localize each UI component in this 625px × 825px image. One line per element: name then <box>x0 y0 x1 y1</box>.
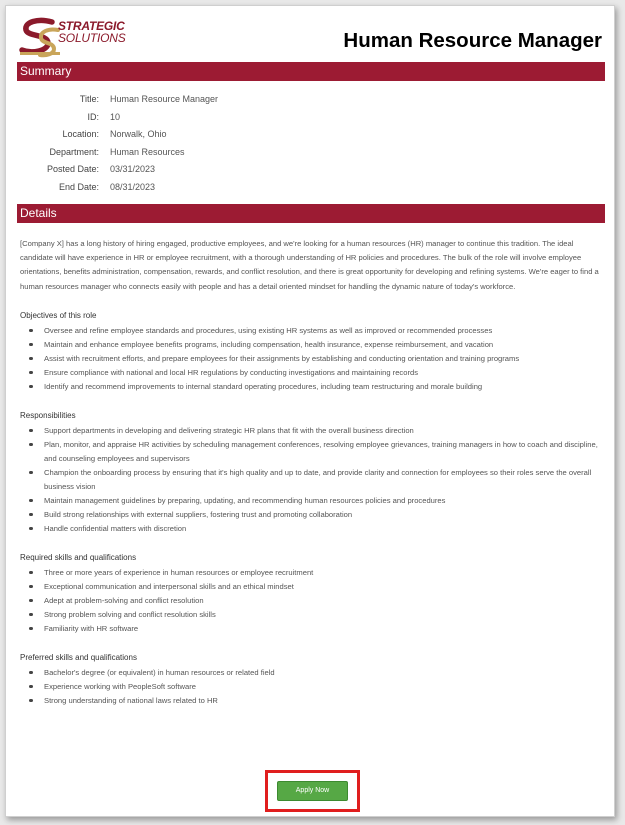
list-item: Adept at problem-solving and conflict resolution <box>20 594 604 608</box>
bullet-list <box>20 424 604 536</box>
logo-text <box>58 20 133 44</box>
bullet-list <box>20 324 604 394</box>
logo-mark-icon <box>18 16 62 60</box>
list-item: Build strong relationships with external suppliers, fostering trust and promoting collaboration <box>20 508 604 522</box>
summary-label: ID: <box>87 111 99 122</box>
list-item: Strong understanding of national laws related to HR <box>20 694 604 708</box>
summary-label: Posted Date: <box>46 164 99 174</box>
summary-value: Human Resource Manager <box>110 94 219 104</box>
summary-row <box>17 161 605 179</box>
job-posting-page <box>5 5 615 817</box>
list-item: Exceptional communication and interpersonal skills and an ethical mindset <box>20 580 604 594</box>
summary-row <box>17 126 605 144</box>
list-item: Familiarity with HR software <box>20 622 604 636</box>
details-subheading: Responsibilities <box>20 410 76 420</box>
list-item: Ensure compliance with national and local HR regulations by conducting investigations and maintaining records <box>20 366 604 380</box>
summary-row <box>17 91 605 109</box>
bullet-list <box>20 666 604 708</box>
details-body <box>20 237 604 708</box>
summary-label: End Date: <box>58 181 99 192</box>
list-item: Three or more years of experience in human resources or employee recruitment <box>20 566 604 580</box>
summary-row <box>17 144 605 162</box>
details-subheading: Preferred skills and qualifications <box>20 652 137 662</box>
list-item: Champion the onboarding process by ensuring that it's high quality and up to date, and provide clarity and connection for employees so their roles serve the overall business vision <box>20 466 604 494</box>
header <box>16 14 606 66</box>
summary-row <box>17 179 605 197</box>
list-item: Oversee and refine employee standards and procedures, using existing HR systems as well as improved or recommended processes <box>20 324 604 338</box>
summary-value: Norwalk, Ohio <box>110 129 167 139</box>
list-item: Handle confidential matters with discretion <box>20 522 604 536</box>
list-item: Plan, monitor, and appraise HR activities by scheduling management conferences, resolving employee grievances, training managers in how to coach and discipline, and counseling employees and supervisors <box>20 438 604 466</box>
apply-now-button[interactable]: Apply Now <box>277 781 348 801</box>
list-item: Assist with recruitment efforts, and prepare employees for their assignments by establishing and conducting orientation and training programs <box>20 352 604 366</box>
bullet-list <box>20 566 604 636</box>
list-item: Bachelor's degree (or equivalent) in human resources or related field <box>20 666 604 680</box>
summary-value: 10 <box>110 111 121 122</box>
summary-value: Human Resources <box>110 146 185 157</box>
logo-line-1: STRATEGIC <box>58 19 125 33</box>
list-item: Maintain management guidelines by preparing, updating, and recommending human resources policies and procedures <box>20 494 604 508</box>
list-item: Identify and recommend improvements to internal standard operating procedures, including team restructuring and morale building <box>20 380 604 394</box>
summary-row <box>17 109 605 127</box>
summary-section-header: Summary <box>17 62 605 81</box>
details-section-header: Details <box>17 204 605 223</box>
details-subheading: Objectives of this role <box>20 310 97 320</box>
details-subheading: Required skills and qualifications <box>20 552 137 562</box>
list-item: Strong problem solving and conflict resolution skills <box>20 608 604 622</box>
summary-label: Department: <box>49 146 99 157</box>
summary-value: 08/31/2023 <box>110 181 156 192</box>
list-item: Experience working with PeopleSoft software <box>20 680 604 694</box>
list-item: Support departments in developing and delivering strategic HR plans that fit with the overall business direction <box>20 424 604 438</box>
summary-value: 03/31/2023 <box>110 164 156 174</box>
logo-line-2: SOLUTIONS <box>58 31 126 45</box>
company-logo <box>18 16 130 60</box>
list-item: Maintain and enhance employee benefits programs, including compensation, health insurance, expense reimbursement, and vacation <box>20 338 604 352</box>
summary-list <box>17 91 605 196</box>
summary-label: Location: <box>62 129 99 139</box>
page-title: Human Resource Manager <box>343 29 602 52</box>
apply-highlight-box <box>265 770 360 812</box>
summary-label: Title: <box>79 94 99 104</box>
details-intro: [Company X] has a long history of hiring engaged, productive employees, and we're looking for a human resources (HR) manager to continue this tradition. The ideal candidate will have experience in HR or employee recruitment, with a thorough understanding of HR policies and procedures. The bulk of the role will involve employee orientations, benefits administration, compensation, rewards, and conflict resolution, and there is great opportunity for developing and refining systems. We're eager to find a human resources manager who connects easily with people and has a detail oriented mindset for handling the dynamic nature of today's workforce. <box>20 239 599 291</box>
